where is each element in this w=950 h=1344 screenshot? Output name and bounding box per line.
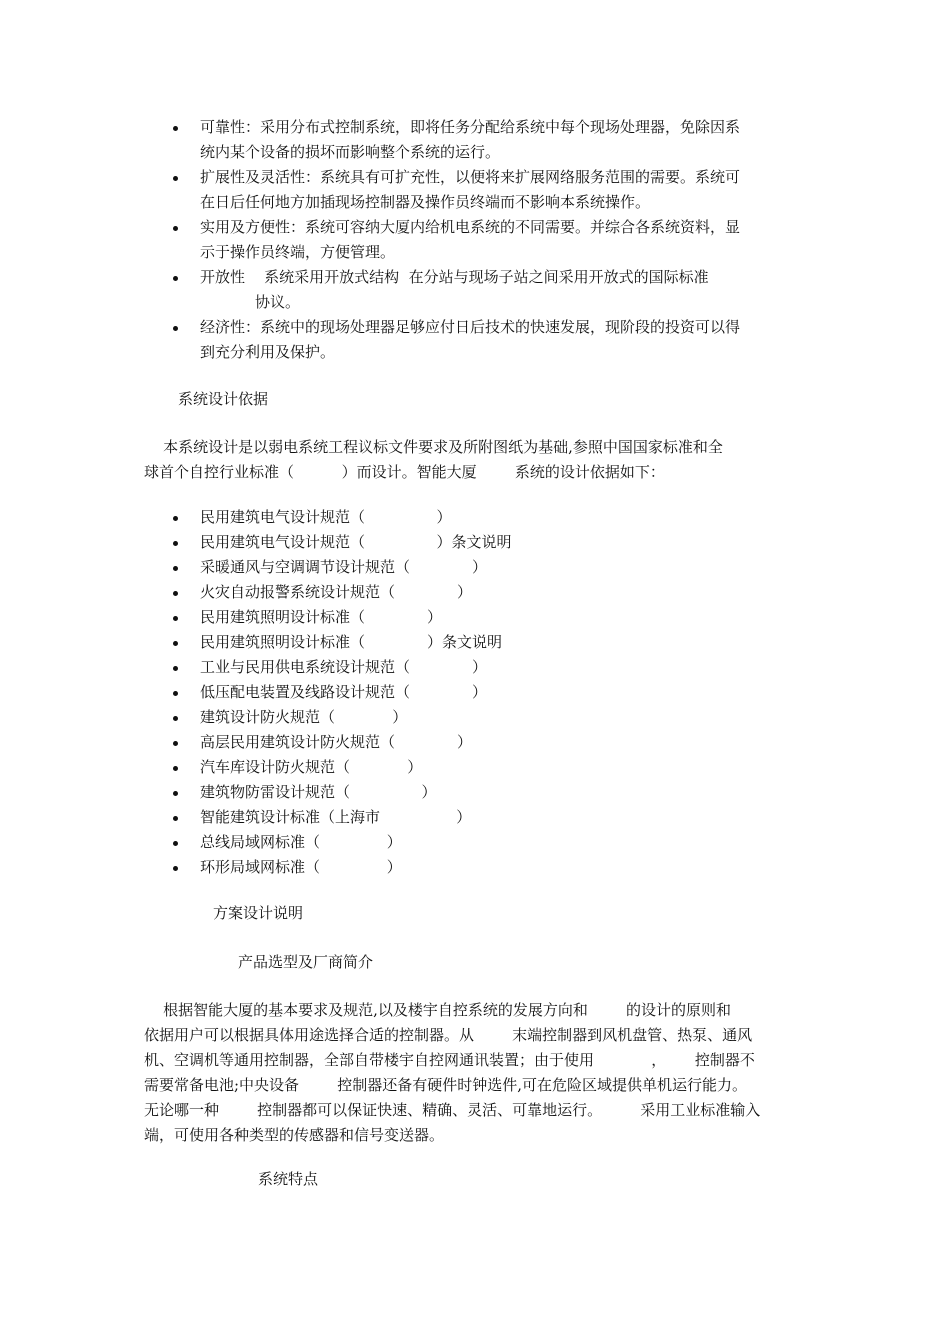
list-item: 采暖通风与空调调节设计规范（ ） bbox=[200, 555, 810, 580]
design-basis-paragraph bbox=[144, 435, 812, 485]
list-item-text: 实用及方便性：系统可容纳大厦内给机电系统的不同需要。并综合各系统资料，显 bbox=[200, 218, 741, 236]
list-item-text: 到充分利用及保护。 bbox=[200, 343, 336, 361]
standards-list bbox=[200, 505, 810, 880]
list-item: 民用建筑电气设计规范（ ）条文说明 bbox=[200, 530, 810, 555]
paragraph-line: 需要常备电池;中央设备 控制器还备有硬件时钟选件,可在危险区域提供单机运行能力。 bbox=[144, 1076, 747, 1094]
list-item: 民用建筑照明设计标准（ ） bbox=[200, 605, 810, 630]
list-item: 总线局域网标准（ ） bbox=[200, 830, 810, 855]
paragraph-line: 根据智能大厦的基本要求及规范,以及楼宇自控系统的发展方向和 的设计的原则和 bbox=[144, 1001, 731, 1019]
list-item: 民用建筑照明设计标准（ ）条文说明 bbox=[200, 630, 810, 655]
list-item-scalability bbox=[200, 165, 810, 215]
list-item: 建筑设计防火规范（ ） bbox=[200, 705, 810, 730]
list-item-text: 可靠性：采用分布式控制系统，即将任务分配给系统中每个现场处理器，免除因系 bbox=[200, 118, 741, 136]
list-item-text: 开放性 系统采用开放式结构 在分站与现场子站之间采用开放式的国际标准 bbox=[200, 268, 709, 286]
list-item-openness bbox=[200, 265, 810, 315]
list-item-text: 经济性：系统中的现场处理器足够应付日后技术的快速发展，现阶段的投资可以得 bbox=[200, 318, 741, 336]
paragraph-line: 端，可使用各种类型的传感器和信号变送器。 bbox=[144, 1126, 445, 1144]
product-paragraph bbox=[144, 998, 812, 1148]
list-item-reliability bbox=[200, 115, 810, 165]
list-item-text: 协议。 bbox=[255, 293, 301, 311]
list-item: 高层民用建筑设计防火规范（ ） bbox=[200, 730, 810, 755]
system-features-list bbox=[200, 115, 810, 365]
section-heading-scheme: 方案设计说明 bbox=[213, 904, 304, 922]
section-heading-product: 产品选型及厂商简介 bbox=[238, 953, 374, 971]
list-item: 火灾自动报警系统设计规范（ ） bbox=[200, 580, 810, 605]
list-item-text: 统内某个设备的损坏而影响整个系统的运行。 bbox=[200, 143, 501, 161]
list-item: 建筑物防雷设计规范（ ） bbox=[200, 780, 810, 805]
list-item: 低压配电装置及线路设计规范（ ） bbox=[200, 680, 810, 705]
paragraph-line: 依据用户可以根据具体用途选择合适的控制器。从 末端控制器到风机盘管、热泵、通风 bbox=[144, 1026, 753, 1044]
paragraph-line: 本系统设计是以弱电系统工程议标文件要求及所附图纸为基础,参照中国国家标准和全 bbox=[144, 438, 723, 456]
list-item: 民用建筑电气设计规范（ ） bbox=[200, 505, 810, 530]
section-heading-design-basis: 系统设计依据 bbox=[178, 390, 269, 408]
list-item-practicality bbox=[200, 215, 810, 265]
list-item: 环形局域网标准（ ） bbox=[200, 855, 810, 880]
list-item-text: 示于操作员终端，方便管理。 bbox=[200, 243, 396, 261]
section-heading-features: 系统特点 bbox=[258, 1170, 319, 1188]
paragraph-line: 无论哪一种 控制器都可以保证快速、精确、灵活、可靠地运行。 采用工业标准输入 bbox=[144, 1101, 761, 1119]
list-item-economy bbox=[200, 315, 810, 365]
list-item: 汽车库设计防火规范（ ） bbox=[200, 755, 810, 780]
paragraph-line: 机、空调机等通用控制器，全部自带楼宇自控网通讯装置；由于使用 ， 控制器不 bbox=[144, 1051, 755, 1069]
list-item: 智能建筑设计标准（上海市 ） bbox=[200, 805, 810, 830]
list-item-text: 在日后任何地方加插现场控制器及操作员终端而不影响本系统操作。 bbox=[200, 193, 651, 211]
paragraph-line: 球首个自控行业标准（ ）而设计。智能大厦 系统的设计依据如下： bbox=[144, 463, 665, 481]
list-item: 工业与民用供电系统设计规范（ ） bbox=[200, 655, 810, 680]
list-item-text: 扩展性及灵活性：系统具有可扩充性，以便将来扩展网络服务范围的需要。系统可 bbox=[200, 168, 741, 186]
